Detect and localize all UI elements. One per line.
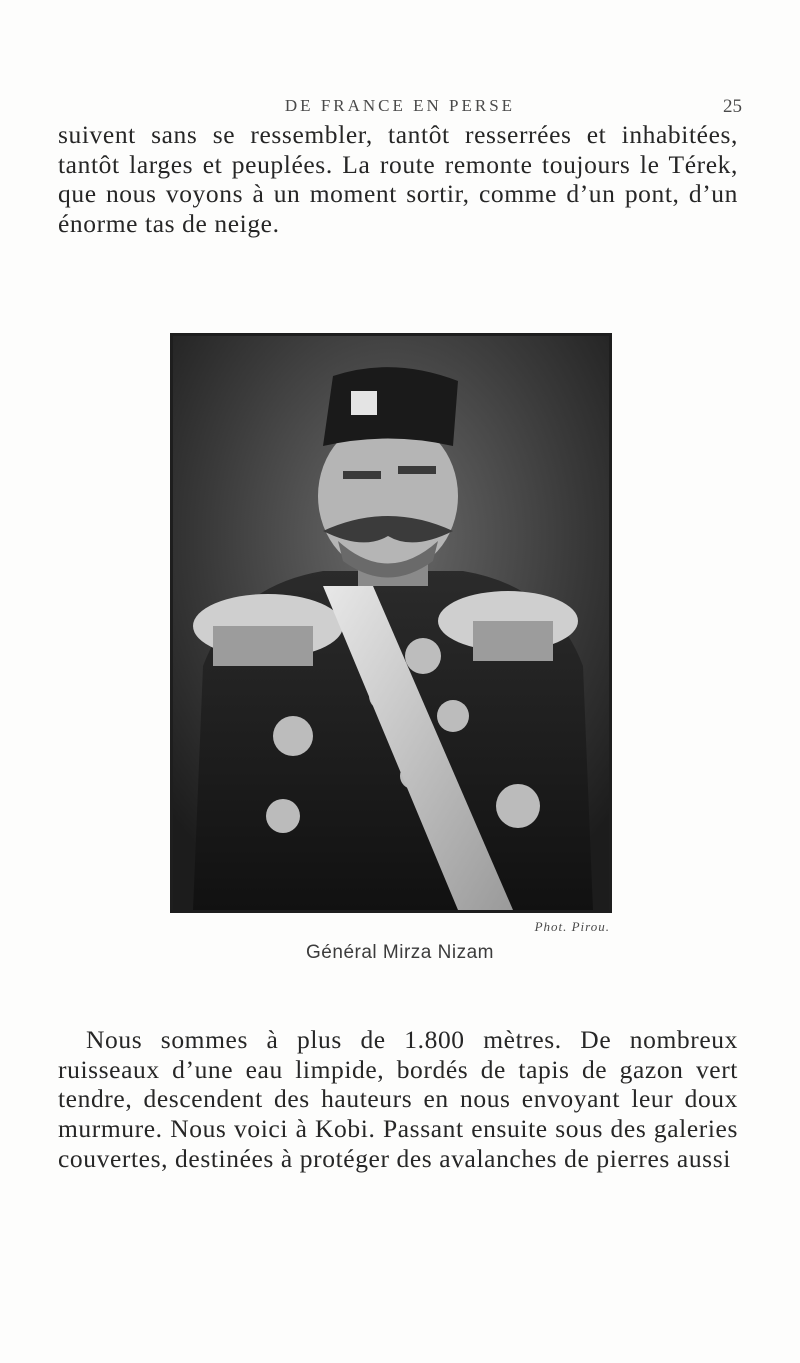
running-head	[0, 96, 800, 120]
photo-credit: Phot. Pirou.	[534, 919, 610, 934]
figure-caption: Général Mirza Nizam	[306, 942, 494, 963]
page-number: 25	[723, 96, 742, 117]
running-title: DE FRANCE EN PERSE	[284, 96, 516, 115]
portrait-image	[173, 336, 609, 910]
portrait-photograph	[170, 333, 612, 913]
paragraph-bottom: Nous sommes à plus de 1.800 mètres. De nombreux ruisseaux d’une eau limpide, bordés de tapis de gazon vert tendre, descendent des hauteurs en nous envoyant leur doux murmure. Nous voici à Kobi. Passant ensuite sous des galeries couvertes, destinées à protéger des avalanches de pierres aussi	[58, 1025, 738, 1173]
paragraph-top: suivent sans se ressembler, tantôt resserrées et inhabitées, tantôt larges et peuplées. La route remonte toujours le Térek, que nous voyons à un moment sortir, comme d’un pont, d’un énorme tas de neige.	[58, 120, 738, 239]
